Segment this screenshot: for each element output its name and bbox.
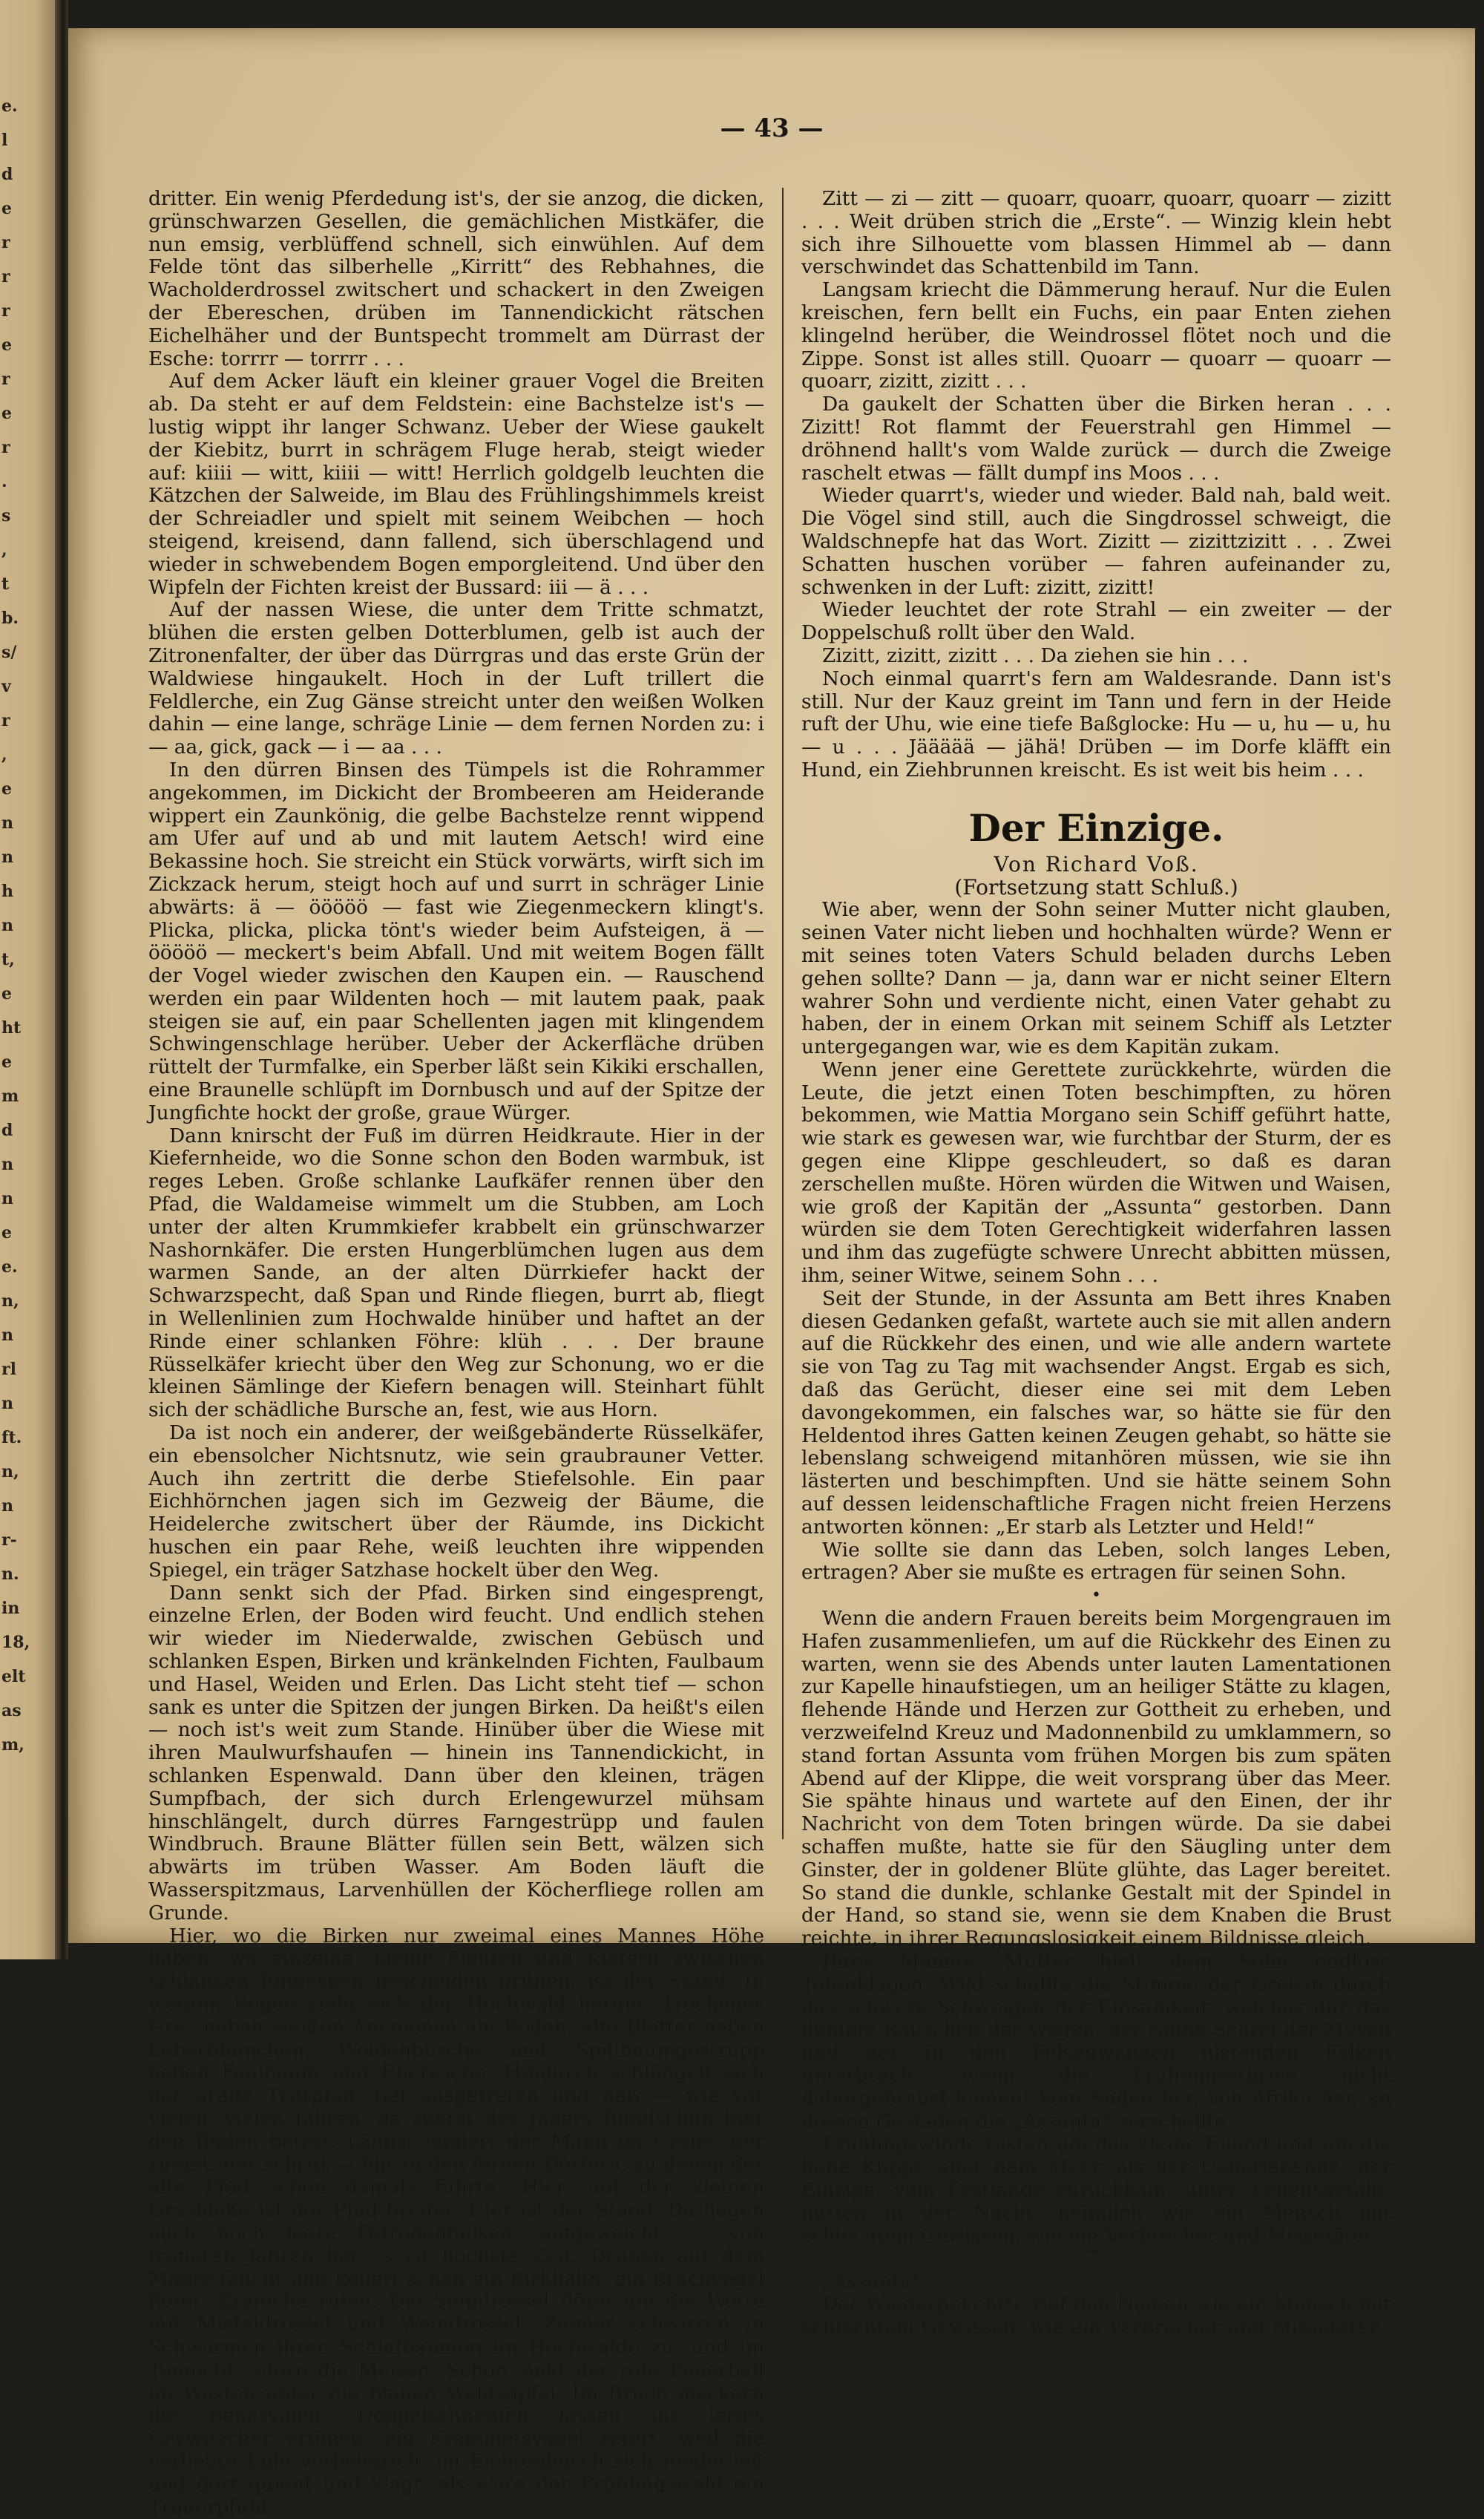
edge-fragment: e. xyxy=(1,96,18,116)
book-page xyxy=(68,28,1475,2519)
edge-fragment: m xyxy=(1,1087,19,1106)
paragraph: Auf der nassen Wiese, die unter dem Tritte schmatzt, blühen die ersten gelben Dotterblumen, gelb ist auch der Zitronenfalter, der über das Dürrgras und das erste Grün der Waldwiese hingaukelt. Hoch in der Luft trillert die Feldlerche, ein Zug Gänse streicht unter den weißen Wolken dahin — eine lange, schräge Linie — dem fernen Norden zu: i — aa, gick, gack — i — aa . . . xyxy=(148,598,764,759)
paragraph: Wie aber, wenn der Sohn seiner Mutter nicht glauben, seinen Vater nicht lieben und hochhalten würde? Wenn er mit seines toten Vaters Schuld beladen durchs Leben gehen sollte? Dann — ja, dann war er nicht seiner Eltern wahrer Sohn und verdiente nicht, einen Vater gehabt zu haben, der in einem Orkan mit seinem Schiff als Letzter untergegangen war, wie es dem Kapitän zukam. xyxy=(801,898,1391,1059)
edge-fragment: n xyxy=(1,1326,13,1345)
paragraph: Frühlingswinde rasten um das kleine Eiland und um die hohe Klippe über dem Meer, als der Ueberlebende, der Einzige, vom Festlande zurückkam, unter Lebensgefahr, mitten in der Nacht, heimlich wie ein Mensch mit schlechtem Gewissen, wie ein Verbrecher und Missetäter. xyxy=(801,2132,1391,2247)
paragraph: dritter. Ein wenig Pferdedung ist's, der sie anzog, die dicken, grünschwarzen Gesellen, die gemächlichen Mistkäfer, die nun emsig, verblüffend schnell, sich einwühlen. Auf dem Felde tönt das silberhelle „Kirritt“ des Rebhahnes, die Wacholderdrossel zwitschert und schackert in den Zweigen der Ebereschen, drüben im Tannendickicht rätschen Eichelhäher und der Buntspecht trommelt am Dürrast der Esche: torrrr — torrrr . . . xyxy=(148,187,764,370)
paragraph: Ihres Mannes Mutter hielt dem Sohn endlose Totenklagen. Wild schallte die Stimme der Greisin durch das schwere Schweigen der Einsamkeit, welches nur das dumpfe Rauschen der Wogen, der rauhe Schrei der Möven und der in den Felsenwänden nistenden Falken unterbrach, wenn die Frühlingsstürme nicht dahergebraust kamen! Vom Süden her, von Afrika her, an dessen Gestaden die „Assunta“ zerschellte. xyxy=(801,1949,1391,2133)
edge-fragment: r xyxy=(1,711,10,730)
paragraph: Der Wiedergekehrte rief den Namen wie ein Mensch mit schlechtem Gewissen, wie ein Verbrecher und Missetäter . . . xyxy=(801,2292,1391,2362)
edge-fragment: d xyxy=(1,1121,13,1140)
edge-fragment: l xyxy=(1,131,8,150)
paragraph: „Assunta!“ xyxy=(822,2270,930,2293)
edge-fragment: , xyxy=(1,540,7,560)
edge-fragment: e xyxy=(1,984,12,1003)
edge-fragment: e xyxy=(1,1052,12,1072)
edge-fragment: s xyxy=(1,506,11,525)
edge-fragment: e xyxy=(1,404,12,423)
paragraph: Wie sollte sie dann das Leben, solch langes Leben, ertragen? Aber sie mußte es ertragen für seinen Sohn. xyxy=(801,1538,1391,1585)
edge-fragment: n, xyxy=(1,1291,19,1311)
edge-fragment: , xyxy=(1,745,7,764)
story-note: (Fortsetzung statt Schluß.) xyxy=(954,874,1238,900)
edge-fragment: d xyxy=(1,165,13,184)
story-byline: Von Richard Voß. xyxy=(994,851,1199,877)
edge-fragment: v xyxy=(1,677,11,696)
edge-fragment: e xyxy=(1,335,12,355)
edge-fragment: n, xyxy=(1,1462,19,1481)
paragraph: Dann knirscht der Fuß im dürren Heidkraute. Hier in der Kiefernheide, wo die Sonne schon den Boden warmbuk, ist reges Leben. Große schlanke Laufkäfer rennen über den Pfad, die Waldameise wimmelt um die Stubben, am Loch unter der alten Krummkiefer krabbelt ein grünschwarzer Nashornkäfer. Die ersten Hungerblümchen lugen aus dem warmen Sande, an der alten Dürrkiefer hackt der Schwarzspecht, daß Span und Rinde fliegen, burrt ab, fliegt in Wellenlinien zum Hochwalde hinüber und haftet an der Rinde einer schlanken Föhre: klüh . . . Der braune Rüsselkäfer kriecht über den Weg zur Schonung, wo er die kleinen Sämlinge der Kiefern benagen will. Steinhart fühlt sich der schädliche Bursche an, fest, wie aus Horn. xyxy=(148,1124,764,1422)
edge-fragment: 18, xyxy=(1,1633,30,1652)
paragraph: Auf dem Acker läuft ein kleiner grauer Vogel die Breiten ab. Da steht er auf dem Feldstein: eine Bachstelze ist's — lustig wippt ihr langer Schwanz. Ueber der Wiese gaukelt der Kiebitz, burrt in schrägem Fluge herab, steigt wieder auf: kiiii — witt, kiiii — witt! Herrlich goldgelb leuchten die Kätzchen der Salweide, im Blau des Frühlingshimmels kreist der Schreiadler und spielt mit seinem Weibchen — hoch steigend, kreisend, dann fallend, sich überschlagend und wieder in schwebendem Bogen emporgleitend. Und über den Wipfeln der Fichten kreist der Bussard: iii — ä . . . xyxy=(148,370,764,599)
edge-fragment: n xyxy=(1,848,13,867)
book-gutter xyxy=(55,0,68,1959)
edge-fragment: r xyxy=(1,233,10,252)
edge-fragment: e xyxy=(1,1223,12,1242)
paragraph: Wenn die andern Frauen bereits beim Morgengrauen im Hafen zusammenliefen, um auf die Rückkehr des Einen zu warten, wenn sie des Abends unter lauten Lamentationen zur Kapelle hinaufstiegen, um an heiliger Stätte zu klagen, flehende Hände und Herzen zur Gottheit zu erheben, und verzweifelnd Kreuz und Madonnenbild zu umklammern, so stand fortan Assunta vom frühen Morgen bis zum späten Abend auf der Klippe, die weit vorsprang über das Meer. Sie spähte hinaus und wartete auf den Einen, der ihr Nachricht von dem Toten bringen würde. Da sie dabei schaffen mußte, hatte sie für den Säugling unter dem Ginster, der in goldener Blüte glühte, das Lager bereitet. So stand die dunkle, schlanke Gestalt mit der Spindel in der Hand, so stand sie, wenn sie dem Knaben die Brust reichte, in ihrer Regungslosigkeit einem Bildnisse gleich. xyxy=(801,1607,1391,1950)
edge-fragment: . xyxy=(1,472,7,491)
paragraph: Seit der Stunde, in der Assunta am Bett ihres Knaben diesen Gedanken gefaßt, wartete auch sie mit allen andern auf die Rückkehr des einen, und wie alle andern wartete sie von Tag zu Tag mit wachsender Angst. Ergab es sich, daß das Gerücht, dieser eine sei mit dem Leben davongekommen, ein falsches war, so hätte sie für den Heldentod ihres Gatten keinen Zeugen gehabt, so hätte sie lebenslang schweigend mitanhören müssen, wie sie ihn lästerten und beschimpften. Und sie hätte seinem Sohn auf dessen leidenschaftliche Fragen nicht freien Herzens antworten können: „Er starb als Letzter und Held!“ xyxy=(801,1286,1391,1539)
edge-fragment: rl xyxy=(1,1360,16,1379)
adjacent-page-edge-text xyxy=(0,96,45,1804)
edge-fragment: h xyxy=(1,882,13,901)
edge-fragment: n. xyxy=(1,1565,19,1584)
edge-fragment: t xyxy=(1,574,10,594)
paragraph: Dann senkt sich der Pfad. Birken sind eingesprengt, einzelne Erlen, der Boden wird feucht. Und endlich stehen wir wieder im Niederwalde, zwischen Gebüsch und schlanken Espen, Birken und kränkelnden Fichten, Faulbaum und Hasel, Weiden und Erlen. Das Licht steht tief — schon sank es unter die Spitzen der jungen Birken. Da heißt's eilen — noch ist's weit zum Stande. Hinüber über die Wiese mit ihren Maulwurfshaufen — hinein ins Tannendickicht, in schlanken Espenwald. Dann über den kleinen, trägen Sumpfbach, der sich durch Erlengewurzel mühsam hinschlängelt, durch dürres Farngestrüpp und faulen Windbruch. Braune Blätter füllen sein Bett, wälzen sich abwärts im trüben Wasser. Am Boden läuft die Wasserspitzmaus, Larvenhüllen der Köcherfliege rollen am Grunde. xyxy=(148,1581,764,1925)
edge-fragment: n xyxy=(1,916,13,935)
edge-fragment: s/ xyxy=(1,643,17,662)
edge-fragment: in xyxy=(1,1599,20,1618)
paragraph: Da ist noch ein anderer, der weißgebänderte Rüsselkäfer, ein ebensolcher Nichtsnutz, wie sein graubrauner Vetter. Auch ihn zertritt die derbe Stiefelsohle. Ein paar Eichhörnchen jagen sich im Gezweig der Bäume, die Heidelerche zwitschert über der Räumde, ins Dickicht huschen ein paar Rehe, weiß leuchten ihre wippenden Spiegel, ein träger Satzhase hockelt über den Weg. xyxy=(148,1421,764,1582)
paragraph: Noch einmal quarrt's fern am Waldesrande. Dann ist's still. Nur der Kauz greint im Tann und fern in der Heide ruft der Uhu, wie eine tiefe Baßglocke: Hu — u, hu — u, hu — u . . . Jäääää — jähä! Drüben — im Dorfe kläfft ein Hund, ein Ziehbrunnen kreischt. Es ist weit bis heim . . . xyxy=(801,666,1391,782)
edge-fragment: r xyxy=(1,438,10,457)
left-column xyxy=(148,187,764,2519)
edge-fragment: e xyxy=(1,779,12,799)
edge-fragment: as xyxy=(1,1701,22,1720)
paragraph: Da gaukelt der Schatten über die Birken heran . . . Zizitt! Rot flammt der Feuerstrahl gen Himmel — dröhnend hallt's vom Walde zurück — durch die Zweige raschelt etwas — fällt dumpf ins Moos . . . xyxy=(801,393,1391,485)
column-rule xyxy=(782,188,784,1839)
edge-fragment: n xyxy=(1,1394,13,1413)
paragraph: Hier, wo die Birken nur zweimal eines Mannes Höhe haben, wo einzelne, kleine Fichten und Kiefern zwischen schlanken Jungespen bescheiden grünen, ist der Stand. In weitem Bogen zieht sich der Hochwald herum. Trockenes Gras neben weißen Anemonen am Boden, alte Blätter neben Leberblümchen, Weidenbüsche und Spillbaumgestrüpp neben Faulbaum und Eberesche. Hindurch schlängelt sich der uralte Trittpfad, tief ausgetreten und naß — wie vor vielen, vielen Jahren, da zuerst des Jägers Bundschuh hier den Boden betrat. Längst modert der Mann im Grabe, der zuerst hier schritt — hin zu den fernen Dörfern, zu denen der alte Pfad schon damals führte. Hier, auf der kleinen Grasblöße ist der Pfad breiter. Hier ist der Stand. Da liegen auch noch leere Patronenhülsen, aufgeweicht, — von früheren Jahren her. 's ist höchste Zeit. Drüben auf dem Moore faucht und kollert schon ein Birkhahn, ein Brachvogel flötet, Kraniche rufen. Die Singdrossel flötet um die Wette mit Misteldrossel und Weindrossel, Ziemer schwirren in Schwärmen ihren Schlafbäumen im Hochwalde zu, und im Tannicht zetern die Meisen. Schon sinkt der rote Feuerball im Westen unter die blauen Waldwipfel. Im Bruch meckern die Bekassinen, Doppelschnepfen lassen ihr leises Gezwitscher ertönen, ein Krammetsvogel zetert, weil die verliebte Eule vorbeistrich, im Fichtenbusch sich niederließ und dort quient und klagt, als wäre der Frühlingswald ein Trauerpfuhl. xyxy=(148,1924,764,2519)
edge-fragment: n xyxy=(1,1496,13,1516)
edge-fragment: n xyxy=(1,1155,13,1174)
right-column xyxy=(801,187,1391,2362)
story-title: Der Einzige. xyxy=(968,805,1224,850)
paragraph: Langsam kriecht die Dämmerung herauf. Nur die Eulen kreischen, fern bellt ein Fuchs, ein paar Enten ziehen klingelnd herüber, die Weindrossel flötet noch und die Zippe. Sonst ist alles still. Quoarr — quoarr — quoarr — quoarr, zizitt, zizitt . . . xyxy=(801,278,1391,393)
edge-fragment: m, xyxy=(1,1735,24,1755)
paragraph: Wieder quarrt's, wieder und wieder. Bald nah, bald weit. Die Vögel sind still, auch die Singdrossel schweigt, die Waldschnepfe hat das Wort. Zizitt — zizittzizitt . . . Zwei Schatten huschen vorüber — fahren aufeinander zu, schwenken in der Luft: zizitt, zizitt! xyxy=(801,484,1391,599)
page-number: — 43 — xyxy=(720,114,824,143)
edge-fragment: r- xyxy=(1,1530,17,1550)
edge-fragment: elt xyxy=(1,1667,26,1686)
paragraph: Zizitt, zizitt, zizitt . . . Da ziehen sie hin . . . xyxy=(822,643,1249,667)
edge-fragment: e xyxy=(1,199,12,218)
edge-fragment: e. xyxy=(1,1257,18,1277)
edge-fragment: r xyxy=(1,370,10,389)
edge-fragment: b. xyxy=(1,609,19,628)
edge-fragment: n xyxy=(1,1189,13,1208)
edge-fragment: r xyxy=(1,267,10,286)
edge-fragment: n xyxy=(1,813,13,833)
paragraph: Wenn jener eine Gerettete zurückkehrte, würden die Leute, die jetzt einen Toten beschimpften, zu hören bekommen, wie Mattia Morgano sein Schiff geführt hatte, wie stark es gewesen war, wie furchtbar der Sturm, der es gegen eine Klippe geschleudert, so daß es daran zerschellen mußte. Hören würden die Witwen und Waisen, wie groß der Kapitän der „Assunta“ gestorben. Dann würden sie dem Toten Gerechtigkeit widerfahren lassen und ihm das zugefügte schwere Unrecht abbitten müssen, ihm, seiner Witwe, seinem Sohn . . . xyxy=(801,1058,1391,1288)
edge-fragment: t, xyxy=(1,950,15,969)
paragraph: Zitt — zi — zitt — quoarr, quoarr, quoarr, quoarr — zizitt . . . Weit drüben strich die „Erste“. — Winzig klein hebt sich ihre Silhouette vom blassen Himmel ab — dann verschwindet das Schattenbild im Tann. xyxy=(801,187,1391,279)
section-separator: • xyxy=(1091,1586,1101,1605)
edge-fragment: ft. xyxy=(1,1428,22,1447)
edge-fragment: ht xyxy=(1,1018,22,1038)
section-number: 7. xyxy=(1086,2247,1106,2270)
edge-fragment: r xyxy=(1,301,10,321)
paragraph: Wieder leuchtet der rote Strahl — ein zweiter — der Doppelschuß rollt über den Wald. xyxy=(801,598,1391,645)
paragraph: In den dürren Binsen des Tümpels ist die Rohrammer angekommen, im Dickicht der Brombeeren am Heiderande wippert ein Zaunkönig, die gelbe Bachstelze rennt wippend am Ufer auf und ab und mit lautem Aetsch! wird eine Bekassine hoch. Sie streicht ein Stück vorwärts, wirft sich im Zickzack herum, steigt hoch auf und surrt in schräger Linie abwärts: ä — ööööö — fast wie Ziegenmeckern klingt's. Plicka, plicka, plicka tönt's wieder beim Aufsteigen, ä — ööööö — meckert's beim Abfall. Und mit weitem Bogen fällt der Vogel wieder zwischen den Kaupen ein. — Rauschend werden ein paar Wildenten hoch — mit lautem paak, paak steigen sie auf, ein paar Schellenten jagen mit klingendem Schwingenschlage herüber. Ueber der Ackerfläche drüben rüttelt der Turmfalke, ein Sperber läßt sein Kikiki erschallen, eine Braunelle schlüpft im Dornbusch und auf der Spitze der Jungfichte hockt der große, graue Würger. xyxy=(148,758,764,1124)
